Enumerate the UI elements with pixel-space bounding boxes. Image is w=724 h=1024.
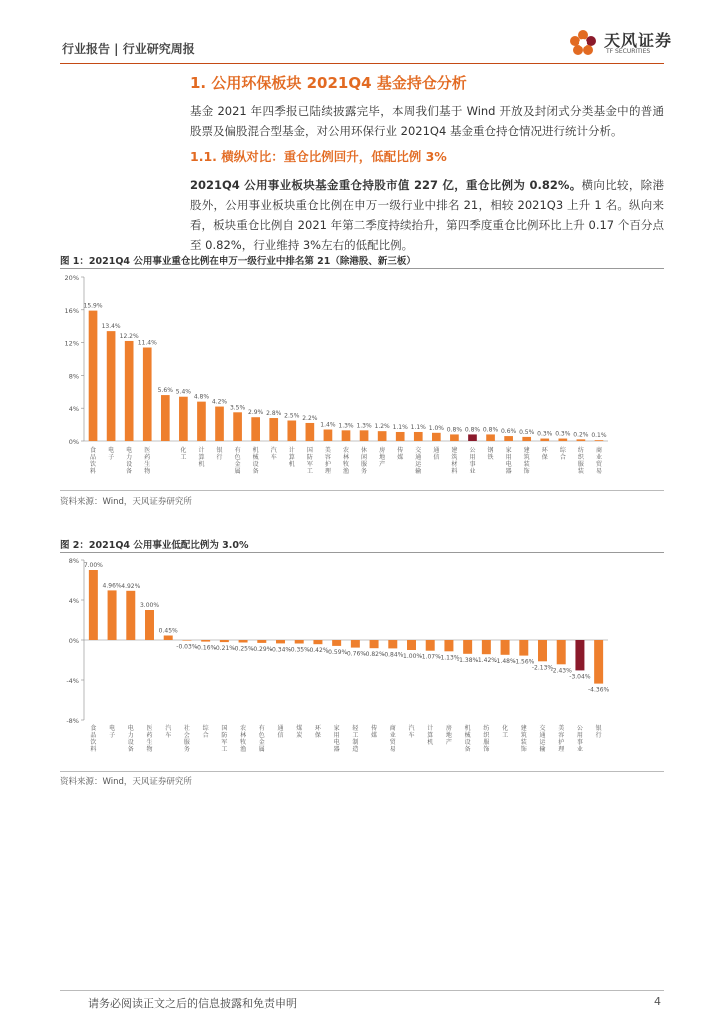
data-label: 0.8% [482, 426, 499, 434]
chart-bar [295, 640, 304, 644]
figure1-source: 资料来源：Wind，天风证券研究所 [60, 497, 192, 507]
x-tick-label: 食品饮料 [90, 447, 97, 475]
company-logo [566, 26, 686, 60]
x-tick-label: 建筑装饰 [523, 447, 530, 475]
x-tick-label: 医药生物 [146, 725, 153, 753]
data-label: 0.8% [464, 426, 481, 434]
chart-bar [501, 640, 510, 655]
data-label: 2.5% [284, 412, 300, 420]
x-tick-label: 电力设备 [126, 447, 133, 475]
x-tick-label: 社会服务 [183, 725, 190, 753]
x-tick-label: 休闲服务 [361, 447, 368, 475]
chart-bar [257, 640, 266, 643]
x-tick-label: 电子 [109, 725, 116, 739]
data-label: 0.3% [537, 430, 553, 438]
chart-bar [287, 421, 296, 442]
chart-bar [482, 640, 491, 654]
data-label: 3.00% [139, 602, 160, 609]
chart-bar [486, 434, 495, 441]
chart-bar [143, 348, 152, 441]
chart-bar [595, 440, 604, 441]
x-tick-label: 交通运输 [415, 447, 422, 475]
x-tick-label: 公用事业 [576, 725, 583, 753]
logo-cn-text: 天风证券 [604, 31, 673, 50]
y-tick-label: 4% [68, 597, 79, 605]
x-tick-label: 汽车 [270, 447, 277, 461]
x-tick-label: 有色金属 [234, 447, 241, 475]
chart-bar [450, 434, 459, 441]
x-tick-label: 传媒 [397, 447, 404, 461]
x-tick-label: 房地产 [445, 725, 452, 746]
data-label: -4.36% [588, 686, 610, 694]
y-tick-label: 8% [68, 372, 79, 381]
y-tick-label: 12% [64, 339, 79, 348]
figure1-bar-chart [60, 270, 664, 490]
chart-bar [126, 591, 135, 640]
data-label: 1.3% [338, 422, 354, 430]
x-tick-label: 通信 [277, 725, 284, 739]
data-label: 4.8% [193, 393, 210, 401]
chart-bar [215, 407, 224, 441]
data-label: 15.9% [83, 302, 103, 310]
data-label: -1.13% [438, 654, 460, 662]
data-label: -0.34% [269, 646, 292, 654]
x-tick-label: 煤炭 [296, 725, 303, 739]
x-tick-label: 轻工制造 [352, 725, 359, 753]
data-label: -1.00% [400, 653, 423, 660]
y-tick-label: 20% [64, 274, 79, 282]
logo-flower-icon [566, 26, 600, 60]
data-label: 2.9% [248, 409, 264, 417]
data-label: -1.38% [457, 656, 479, 664]
chart-bar [538, 640, 547, 661]
data-label: -0.76% [344, 650, 366, 658]
data-label: -2.13% [531, 664, 554, 672]
x-tick-label: 汽车 [165, 725, 172, 739]
x-tick-label: 机械设备 [252, 447, 259, 475]
data-label: -0.42% [307, 647, 329, 655]
x-tick-label: 综合 [202, 725, 209, 739]
data-label: 5.6% [157, 387, 173, 395]
page-number: 4 [654, 995, 661, 1008]
chart-bar [324, 430, 333, 441]
x-tick-label: 有色金属 [258, 725, 265, 753]
data-label: 12.2% [119, 332, 139, 340]
x-tick-label: 家用电器 [333, 725, 340, 753]
x-tick-label: 计算机 [198, 447, 205, 468]
chart-bar [396, 432, 405, 441]
chart-bar [594, 640, 603, 684]
chart-bar [432, 433, 441, 441]
data-label: 1.3% [356, 422, 372, 430]
chart-bar [332, 640, 341, 646]
data-label: 0.8% [446, 426, 463, 434]
intro-paragraph: 基金 2021 年四季报已陆续披露完毕，本周我们基于 Wind 开放及封闭式分类基金中的普通股票及偏股混合型基金，对公用环保行业 2021Q4 基金重仓持仓情况进行统计分析。 [190, 104, 664, 138]
chart-bar [220, 640, 229, 642]
data-label: 1.1% [392, 423, 408, 431]
y-tick-label: 0% [68, 438, 79, 446]
data-label: -2.43% [550, 667, 572, 675]
footer-divider [60, 990, 664, 991]
chart-bar [444, 640, 453, 651]
chart-bar [161, 395, 170, 441]
figure2-bar-chart [60, 554, 664, 770]
chart-bar [407, 640, 416, 650]
data-label: -0.29% [251, 645, 273, 653]
data-label: 0.5% [519, 428, 535, 436]
x-tick-label: 汽车 [408, 725, 415, 739]
data-label: -1.56% [513, 658, 535, 666]
data-label: -0.03% [176, 643, 198, 651]
data-label: -1.48% [494, 657, 516, 665]
x-tick-label: 建筑材料 [451, 447, 458, 475]
chart-bar [239, 640, 248, 643]
y-tick-label: -4% [66, 677, 79, 685]
chart-bar [89, 570, 98, 640]
chart-bar [468, 434, 477, 441]
chart-bar [108, 590, 117, 640]
x-tick-label: 机械设备 [464, 725, 471, 753]
figure2-title: 图 2：2021Q4 公用事业低配比例为 3.0% [60, 540, 249, 551]
figure1-bottom-rule [60, 490, 664, 491]
chart-bar [463, 640, 472, 654]
chart-bar [370, 640, 379, 648]
chart-bar [351, 640, 360, 648]
figure1-title: 图 1：2021Q4 公用事业重仓比例在申万一级行业中排名第 21（除港股、新三板） [60, 256, 416, 267]
data-label: -3.04% [569, 673, 591, 681]
figure2-top-rule [60, 552, 664, 553]
y-tick-label: 16% [64, 306, 79, 315]
data-label: -0.25% [232, 645, 254, 653]
chart-bar [577, 439, 586, 441]
y-tick-label: 0% [68, 637, 79, 645]
x-tick-label: 银行 [216, 447, 223, 461]
data-label: 0.1% [591, 432, 607, 440]
data-label: 0.6% [500, 428, 517, 436]
x-tick-label: 美容护理 [324, 447, 331, 475]
chart-bar [125, 341, 134, 441]
chart-bar [313, 640, 322, 644]
chart-bar [269, 418, 278, 441]
chart-bar [306, 423, 315, 441]
data-label: -0.59% [326, 648, 348, 656]
x-tick-label: 农林牧渔 [342, 447, 350, 475]
chart-bar [557, 640, 566, 664]
data-label: 0.3% [555, 430, 571, 438]
x-tick-label: 医药生物 [144, 447, 151, 475]
x-tick-label: 计算机 [288, 447, 295, 468]
data-label: 0.2% [573, 431, 589, 439]
x-tick-label: 化工 [502, 725, 509, 739]
x-tick-label: 商业贸易 [595, 447, 602, 475]
header-divider [60, 63, 664, 64]
data-label: -1.42% [475, 657, 497, 665]
disclaimer-footer: 请务必阅读正文之后的信息披露和免责申明 [88, 997, 297, 1010]
chart-bar [182, 640, 191, 641]
x-tick-label: 传媒 [371, 725, 378, 739]
chart-bar [388, 640, 397, 648]
data-label: 1.4% [320, 421, 336, 429]
data-label: 13.4% [101, 323, 121, 331]
data-label: 4.2% [211, 398, 228, 406]
chart-bar [276, 640, 285, 643]
data-label: 3.5% [229, 404, 246, 412]
x-tick-label: 商业贸易 [389, 725, 396, 753]
x-tick-label: 环保 [314, 725, 321, 739]
chart-bar [233, 412, 242, 441]
data-label: -0.82% [363, 651, 385, 659]
analysis-paragraph [190, 175, 664, 255]
figure1-top-rule [60, 268, 664, 269]
section-title: 1. 公用环保板块 2021Q4 基金持仓分析 [190, 74, 467, 92]
chart-bar [522, 437, 531, 441]
chart-bar [342, 430, 351, 441]
report-header: 行业报告 | 行业研究周报 [62, 42, 195, 56]
data-label: 0.45% [158, 627, 178, 635]
data-label: 7.00% [83, 562, 103, 569]
chart-bar [360, 430, 369, 441]
chart-bar [251, 417, 260, 441]
chart-bar [504, 436, 513, 441]
x-tick-label: 银行 [595, 725, 602, 739]
x-tick-label: 通信 [433, 447, 440, 461]
x-tick-label: 美容护理 [558, 725, 565, 753]
x-tick-label: 电子 [108, 447, 115, 461]
x-tick-label: 家用电器 [505, 447, 512, 475]
subsection-title: 1.1. 横纵对比：重仓比例回升，低配比例 3% [190, 149, 447, 164]
data-label: -0.35% [288, 646, 310, 654]
chart-bar [540, 439, 549, 441]
chart-bar [197, 402, 206, 441]
y-tick-label: -8% [66, 717, 79, 725]
chart-bar [145, 610, 154, 640]
data-label: 4.92% [121, 582, 141, 590]
x-tick-label: 钢铁 [487, 447, 494, 461]
analysis-text: 横向比较，除港股外，公用事业板块重仓比例在申万一级行业中排名 21，相较 2021Q3 上升 1 名。纵向来看，板块重仓比例自 2021 年第二季度持续抬升，第四季度重仓比例环比上升 0.17 个百分点至 0.82%，行业维持 3%左右的低配比例。 [190, 178, 665, 252]
x-tick-label: 计算机 [427, 725, 434, 746]
chart-bar [179, 397, 188, 441]
y-tick-label: 8% [68, 557, 79, 565]
x-tick-label: 交通运输 [539, 725, 546, 753]
x-tick-label: 纺织服装 [577, 447, 584, 475]
x-tick-label: 建筑装饰 [520, 725, 527, 753]
chart-bar [575, 640, 584, 670]
data-label: 4.96% [102, 582, 122, 590]
x-tick-label: 纺织服饰 [483, 725, 490, 753]
data-label: 11.4% [137, 339, 157, 347]
figure2-bottom-rule [60, 771, 664, 772]
x-tick-label: 综合 [559, 447, 566, 461]
x-tick-label: 房地产 [379, 447, 386, 468]
x-tick-label: 公用事业 [469, 447, 476, 475]
chart-bar [164, 636, 173, 641]
data-label: 5.4% [175, 388, 192, 396]
x-tick-label: 电力设备 [127, 725, 134, 753]
data-label: 1.0% [428, 424, 444, 432]
x-tick-label: 化工 [180, 447, 187, 461]
x-tick-label: 国防军工 [306, 447, 313, 475]
analysis-bold-text: 2021Q4 公用事业板块基金重仓持股市值 227 亿，重仓比例为 0.82%。 [190, 178, 582, 192]
logo-en-text: TF SECURITIES [606, 48, 651, 55]
data-label: 2.8% [266, 410, 282, 418]
data-label: -0.84% [382, 651, 404, 659]
data-label: -0.16% [195, 644, 217, 652]
chart-bar [201, 640, 210, 642]
x-tick-label: 农林牧渔 [240, 725, 247, 753]
data-label: -1.07% [419, 653, 441, 661]
x-tick-label: 国防军工 [221, 725, 228, 753]
x-tick-label: 环保 [541, 447, 548, 461]
chart-bar [558, 439, 567, 441]
data-label: 2.2% [302, 414, 318, 422]
data-label: 1.1% [410, 423, 426, 431]
figure2-source: 资料来源：Wind，天风证券研究所 [60, 777, 192, 787]
x-tick-label: 食品饮料 [90, 725, 97, 753]
data-label: 1.2% [374, 423, 390, 431]
y-tick-label: 4% [68, 405, 79, 414]
chart-bar [107, 331, 116, 441]
chart-bar [519, 640, 528, 656]
chart-bar [414, 432, 423, 441]
chart-bar [426, 640, 435, 651]
data-label: -0.21% [213, 645, 235, 653]
chart-bar [378, 431, 387, 441]
chart-bar [89, 311, 98, 441]
